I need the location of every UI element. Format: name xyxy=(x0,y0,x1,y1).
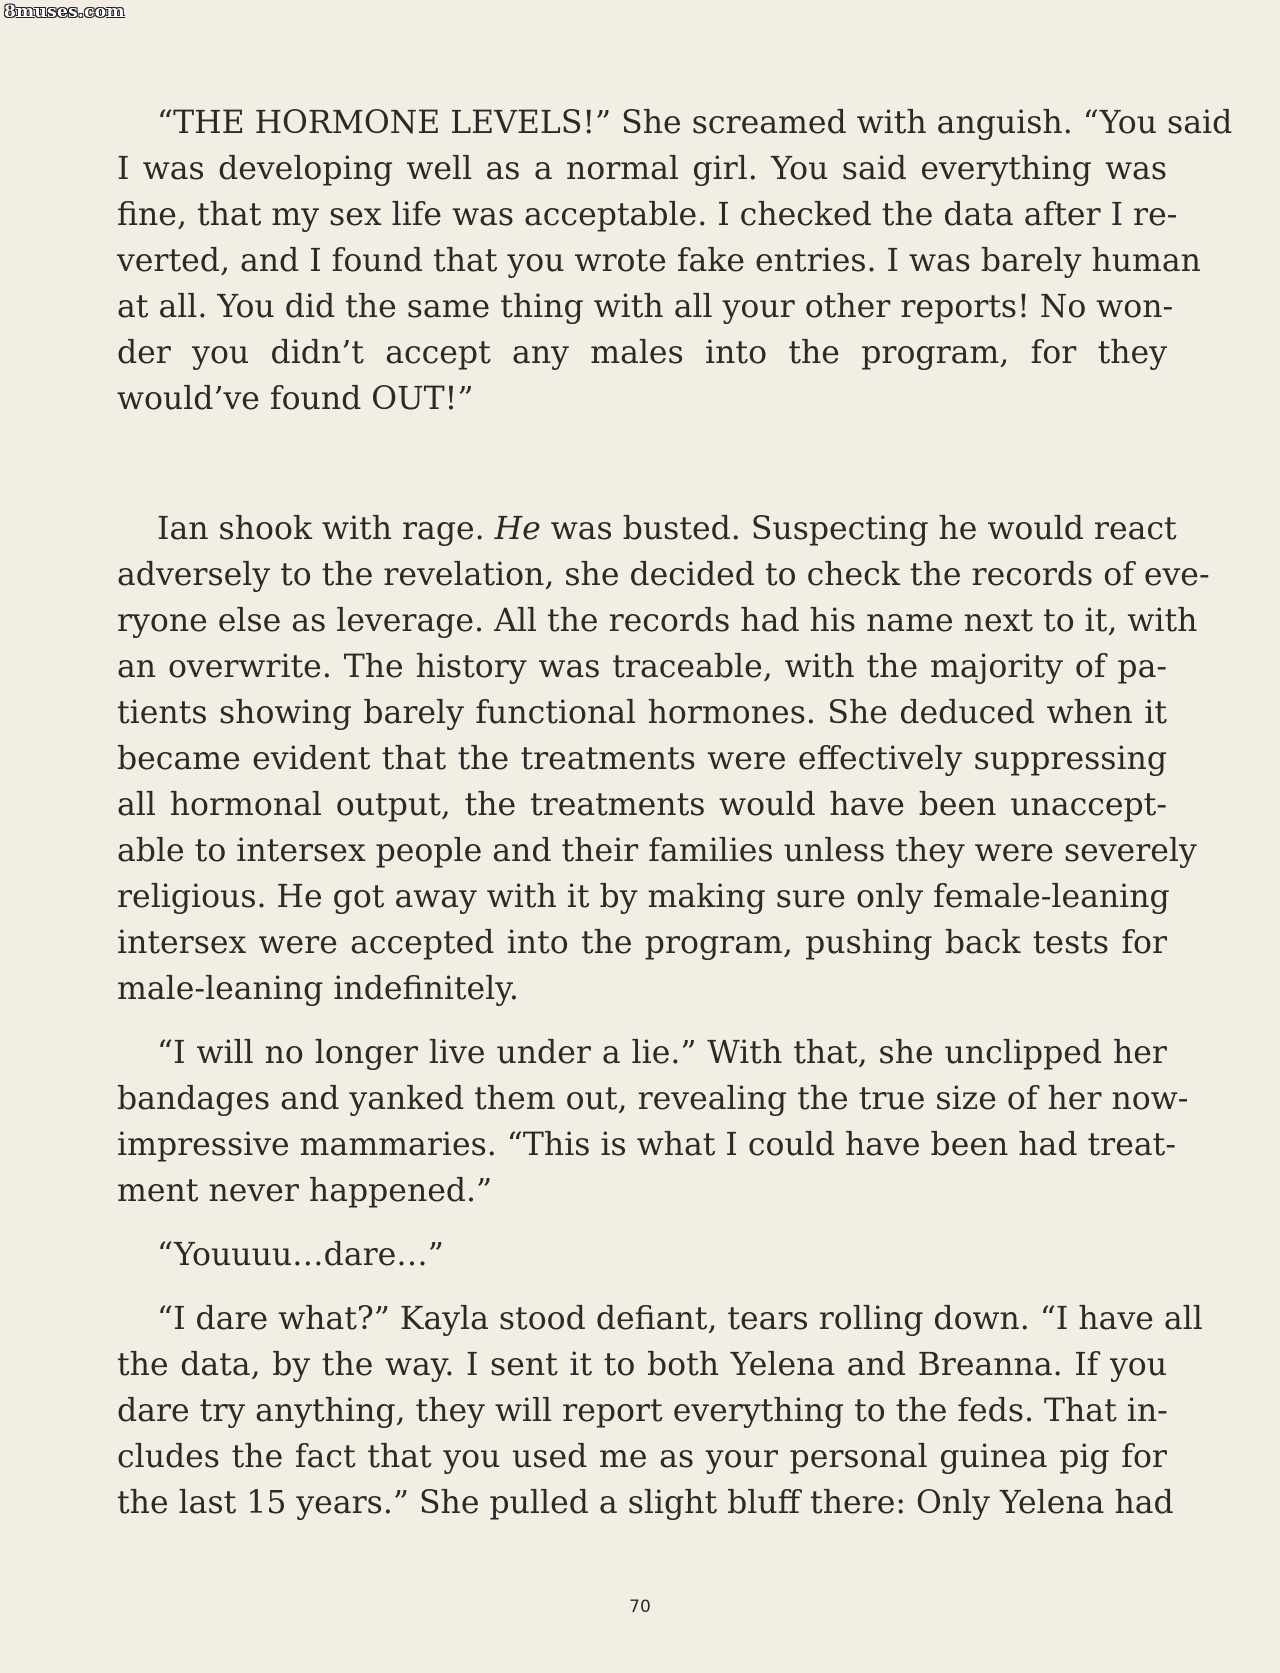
text-line: male-leaning indefinitely. xyxy=(117,971,519,1007)
paragraph-3 xyxy=(117,1030,1189,1214)
text-line: der you didn’t accept any males into the program, for they xyxy=(117,335,1167,371)
text-line: the data, by the way. I sent it to both Yelena and Breanna. If you xyxy=(117,1347,1167,1383)
text-line: intersex were accepted into the program, pushing back tests for xyxy=(117,925,1167,961)
text-line: able to intersex people and their families unless they were severely xyxy=(117,833,1197,869)
text-line: “THE HORMONE LEVELS!” She screamed with anguish. “You said xyxy=(157,105,1233,141)
paragraph-5 xyxy=(117,1296,1203,1526)
text-line: impressive mammaries. “This is what I could have been had treat- xyxy=(117,1127,1176,1163)
text-line: ryone else as leverage. All the records had his name next to it, with xyxy=(117,603,1198,639)
text-run: Ian shook with rage. xyxy=(157,511,495,547)
page-body xyxy=(117,100,1233,1526)
text-line: cludes the fact that you used me as your personal guinea pig for xyxy=(117,1439,1167,1475)
emphasis-text: He xyxy=(494,511,541,547)
text-line: at all. You did the same thing with all your other reports! No won- xyxy=(117,289,1174,325)
text-line xyxy=(117,506,1177,552)
text-line: the last 15 years.” She pulled a slight bluff there: Only Yelena had xyxy=(117,1485,1174,1521)
text-run: was busted. Suspecting he would react xyxy=(540,511,1177,547)
text-line: became evident that the treatments were effectively suppressing xyxy=(117,741,1167,777)
site-watermark: 8muses.com xyxy=(4,2,125,22)
paragraph-2 xyxy=(117,506,1210,1012)
text-line: would’ve found OUT!” xyxy=(117,381,474,417)
text-line: verted, and I found that you wrote fake entries. I was barely human xyxy=(117,243,1201,279)
text-line: tients showing barely functional hormones. She deduced when it xyxy=(117,695,1167,731)
page-number: 70 xyxy=(629,1597,651,1617)
text-line: “Youuuu…dare…” xyxy=(157,1237,444,1273)
text-line: bandages and yanked them out, revealing the true size of her now- xyxy=(117,1081,1189,1117)
text-line: adversely to the revelation, she decided to check the records of eve- xyxy=(117,557,1210,593)
paragraph-4 xyxy=(117,1232,1167,1278)
text-line: all hormonal output, the treatments would have been unaccept- xyxy=(117,787,1167,823)
text-line: dare try anything, they will report everything to the feds. That in- xyxy=(117,1393,1168,1429)
text-line: an overwrite. The history was traceable, with the majority of pa- xyxy=(117,649,1167,685)
text-line: ment never happened.” xyxy=(117,1173,493,1209)
text-line: “I will no longer live under a lie.” With that, she unclipped her xyxy=(157,1035,1167,1071)
paragraph-1 xyxy=(117,100,1233,422)
text-line: fine, that my sex life was acceptable. I checked the data after I re- xyxy=(117,197,1178,233)
text-line: I was developing well as a normal girl. You said everything was xyxy=(117,151,1167,187)
text-line: religious. He got away with it by making sure only female-leaning xyxy=(117,879,1170,915)
text-line: “I dare what?” Kayla stood defiant, tears rolling down. “I have all xyxy=(157,1301,1203,1337)
